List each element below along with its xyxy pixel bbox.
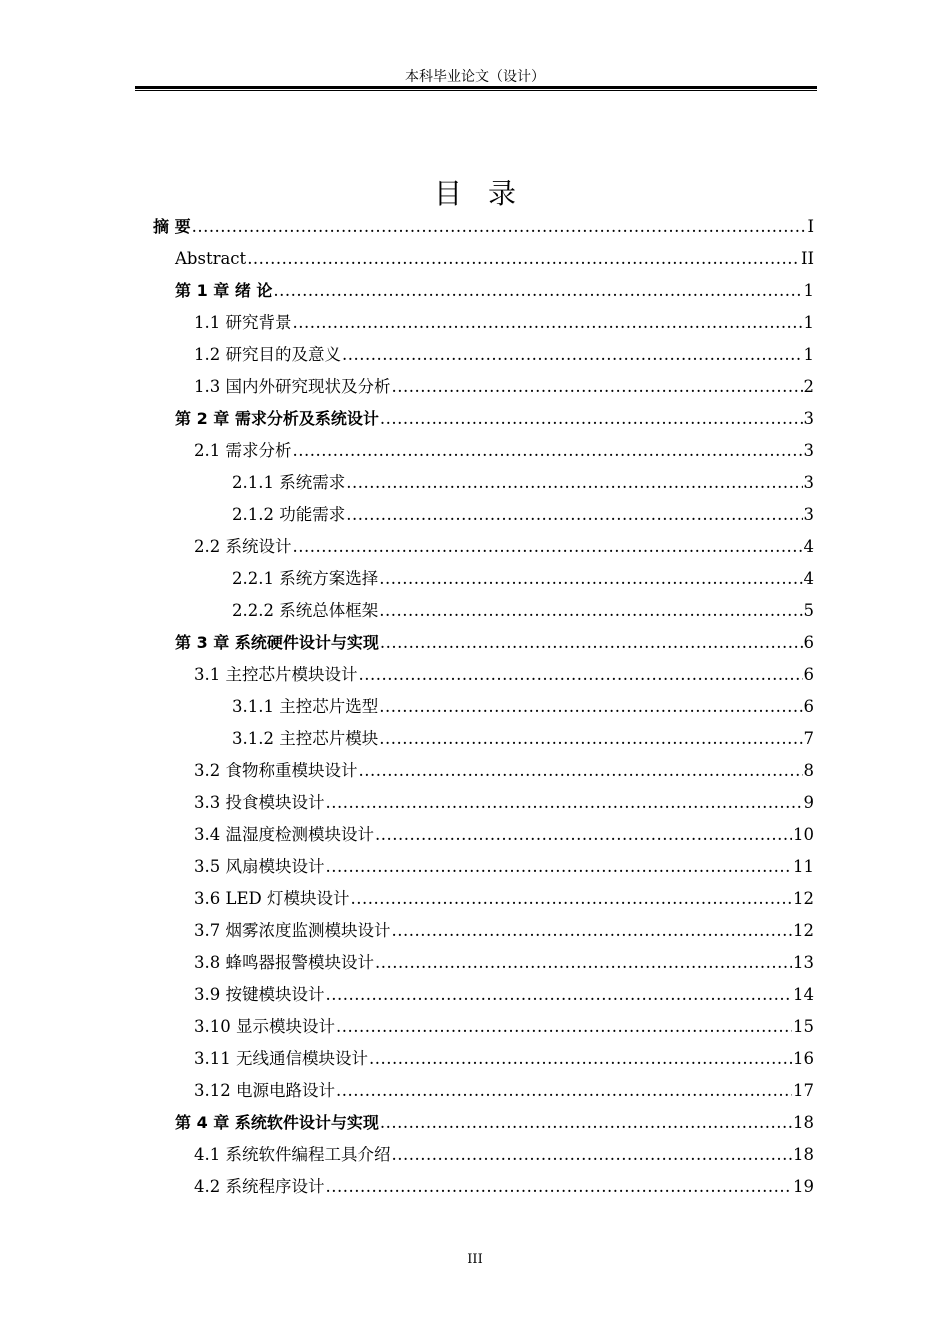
toc-entry[interactable] <box>194 307 814 339</box>
toc-entry-label: 2.2.1 系统方案选择 <box>232 569 379 588</box>
toc-entry-label: 摘 要 <box>153 217 191 236</box>
toc-entry-page: 1 <box>803 281 814 300</box>
toc-entry-label: 2.2.2 系统总体框架 <box>232 601 379 620</box>
toc-entry-page: 16 <box>793 1049 814 1068</box>
toc-entry-page: 19 <box>793 1177 814 1196</box>
toc-entry-label: 1.3 国内外研究现状及分析 <box>194 377 391 396</box>
toc-dot-leader <box>375 819 792 851</box>
toc-entry-label: Abstract <box>175 249 247 268</box>
toc-dot-leader <box>342 339 803 371</box>
toc-entry-label: 4.1 系统软件编程工具介绍 <box>194 1145 391 1164</box>
toc-dot-leader <box>336 1075 792 1107</box>
toc-entry-page: 13 <box>793 953 814 972</box>
toc-entry[interactable] <box>232 563 814 595</box>
toc-entry[interactable] <box>175 403 814 435</box>
toc-entry-page: II <box>800 249 814 268</box>
toc-entry-label: 3.8 蜂鸣器报警模块设计 <box>194 953 374 972</box>
toc-entry-label: 第 2 章 需求分析及系统设计 <box>175 409 379 428</box>
toc-entry[interactable] <box>175 1107 814 1139</box>
toc-entry[interactable] <box>194 659 814 691</box>
toc-entry-label: 3.7 烟雾浓度监测模块设计 <box>194 921 391 940</box>
header-rule-thin <box>135 90 817 91</box>
toc-entry-page: 8 <box>803 761 814 780</box>
toc-dot-leader <box>380 1107 792 1139</box>
toc-entry[interactable] <box>175 243 814 275</box>
toc-dot-leader <box>326 979 793 1011</box>
toc-dot-leader <box>380 403 803 435</box>
toc-entry[interactable] <box>232 467 814 499</box>
toc-dot-leader <box>293 531 803 563</box>
toc-dot-leader <box>346 467 802 499</box>
toc-entry[interactable] <box>194 755 814 787</box>
toc-entry-label: 2.1.1 系统需求 <box>232 473 346 492</box>
toc-entry-page: I <box>807 217 814 236</box>
toc-entry-page: 10 <box>793 825 814 844</box>
toc-entry-page: 12 <box>793 889 814 908</box>
toc-dot-leader <box>359 659 803 691</box>
toc-entry[interactable] <box>232 499 814 531</box>
toc-entry[interactable] <box>194 1011 814 1043</box>
toc-entry-page: 15 <box>793 1017 814 1036</box>
toc-entry-page: 3 <box>803 473 814 492</box>
toc-entry[interactable] <box>232 691 814 723</box>
toc-entry-label: 3.1 主控芯片模块设计 <box>194 665 358 684</box>
toc-dot-leader <box>326 1171 793 1203</box>
toc-entry-label: 3.4 温湿度检测模块设计 <box>194 825 374 844</box>
toc-entry[interactable] <box>194 371 814 403</box>
toc-entry-page: 6 <box>803 633 814 652</box>
toc-dot-leader <box>346 499 802 531</box>
toc-entry-label: 第 1 章 绪 论 <box>175 281 273 300</box>
toc-entry[interactable] <box>194 531 814 563</box>
running-header: 本科毕业论文（设计） <box>405 69 545 85</box>
toc-entry-label: 2.1 需求分析 <box>194 441 292 460</box>
toc-entry-page: 1 <box>803 313 814 332</box>
toc-entry-label: 1.1 研究背景 <box>194 313 292 332</box>
toc-entry-page: 9 <box>803 793 814 812</box>
toc-entry[interactable] <box>194 883 814 915</box>
toc-dot-leader <box>359 755 803 787</box>
toc-entry-label: 3.1.2 主控芯片模块 <box>232 729 379 748</box>
toc-entry[interactable] <box>194 1139 814 1171</box>
toc-entry[interactable] <box>194 947 814 979</box>
toc-entry-page: 17 <box>793 1081 814 1100</box>
toc-entry-label: 3.6 LED 灯模块设计 <box>194 889 350 908</box>
page-number: III <box>467 1252 483 1267</box>
toc-dot-leader <box>192 211 807 243</box>
toc-dot-leader <box>379 563 802 595</box>
toc-entry-label: 3.5 风扇模块设计 <box>194 857 325 876</box>
toc-entry-label: 3.2 食物称重模块设计 <box>194 761 358 780</box>
toc-dot-leader <box>326 787 803 819</box>
toc-entry[interactable] <box>194 851 814 883</box>
toc-entry-page: 2 <box>803 377 814 396</box>
toc-title: 目录 <box>433 177 542 210</box>
toc-entry-page: 3 <box>803 505 814 524</box>
toc-dot-leader <box>350 883 792 915</box>
header-rule-thick <box>135 86 817 89</box>
toc-dot-leader <box>293 307 803 339</box>
toc-entry-page: 6 <box>803 665 814 684</box>
toc-entry-label: 3.10 显示模块设计 <box>194 1017 335 1036</box>
toc-dot-leader <box>392 1139 793 1171</box>
toc-entry-label: 3.11 无线通信模块设计 <box>194 1049 368 1068</box>
toc-entry-label: 1.2 研究目的及意义 <box>194 345 341 364</box>
toc-dot-leader <box>380 627 803 659</box>
toc-entry[interactable] <box>194 979 814 1011</box>
toc-entry[interactable] <box>194 915 814 947</box>
toc-entry-label: 3.3 投食模块设计 <box>194 793 325 812</box>
toc-entry-label: 3.9 按键模块设计 <box>194 985 325 1004</box>
toc-dot-leader <box>379 595 802 627</box>
toc-entry-page: 18 <box>793 1145 814 1164</box>
toc-dot-leader <box>392 915 793 947</box>
toc-dot-leader <box>379 723 802 755</box>
toc-entry[interactable] <box>194 1075 814 1107</box>
toc-entry[interactable] <box>194 819 814 851</box>
toc-entry-page: 1 <box>803 345 814 364</box>
toc-entry[interactable] <box>194 1171 814 1203</box>
toc-dot-leader <box>379 691 802 723</box>
toc-entry-page: 4 <box>803 537 814 556</box>
toc-dot-leader <box>369 1043 792 1075</box>
toc-entry-page: 3 <box>803 409 814 428</box>
toc-entry[interactable] <box>175 627 814 659</box>
toc-dot-leader <box>336 1011 792 1043</box>
toc-dot-leader <box>247 243 800 275</box>
toc-entry[interactable] <box>194 1043 814 1075</box>
toc-entry-label: 第 3 章 系统硬件设计与实现 <box>175 633 379 652</box>
toc-entry[interactable] <box>232 595 814 627</box>
toc-entry[interactable] <box>153 211 814 243</box>
toc-entry-page: 5 <box>803 601 814 620</box>
toc-entry[interactable] <box>194 435 814 467</box>
toc-entry-page: 11 <box>793 857 814 876</box>
toc-entry[interactable] <box>194 787 814 819</box>
toc-entry-page: 18 <box>793 1113 814 1132</box>
toc-entry-page: 4 <box>803 569 814 588</box>
toc-entry[interactable] <box>194 339 814 371</box>
toc-dot-leader <box>273 275 802 307</box>
toc-dot-leader <box>293 435 803 467</box>
toc-entry-label: 2.2 系统设计 <box>194 537 292 556</box>
toc-entry-page: 7 <box>803 729 814 748</box>
toc-entry-page: 14 <box>793 985 814 1004</box>
toc-entry-label: 第 4 章 系统软件设计与实现 <box>175 1113 379 1132</box>
toc-entry-label: 3.12 电源电路设计 <box>194 1081 335 1100</box>
toc-entry[interactable] <box>175 275 814 307</box>
toc-dot-leader <box>375 947 792 979</box>
toc-entry[interactable] <box>232 723 814 755</box>
toc-entry-label: 2.1.2 功能需求 <box>232 505 346 524</box>
toc-entry-page: 12 <box>793 921 814 940</box>
toc-entry-page: 3 <box>803 441 814 460</box>
toc-entry-label: 3.1.1 主控芯片选型 <box>232 697 379 716</box>
toc-dot-leader <box>392 371 803 403</box>
toc-entry-page: 6 <box>803 697 814 716</box>
toc-dot-leader <box>326 851 793 883</box>
toc-entry-label: 4.2 系统程序设计 <box>194 1177 325 1196</box>
